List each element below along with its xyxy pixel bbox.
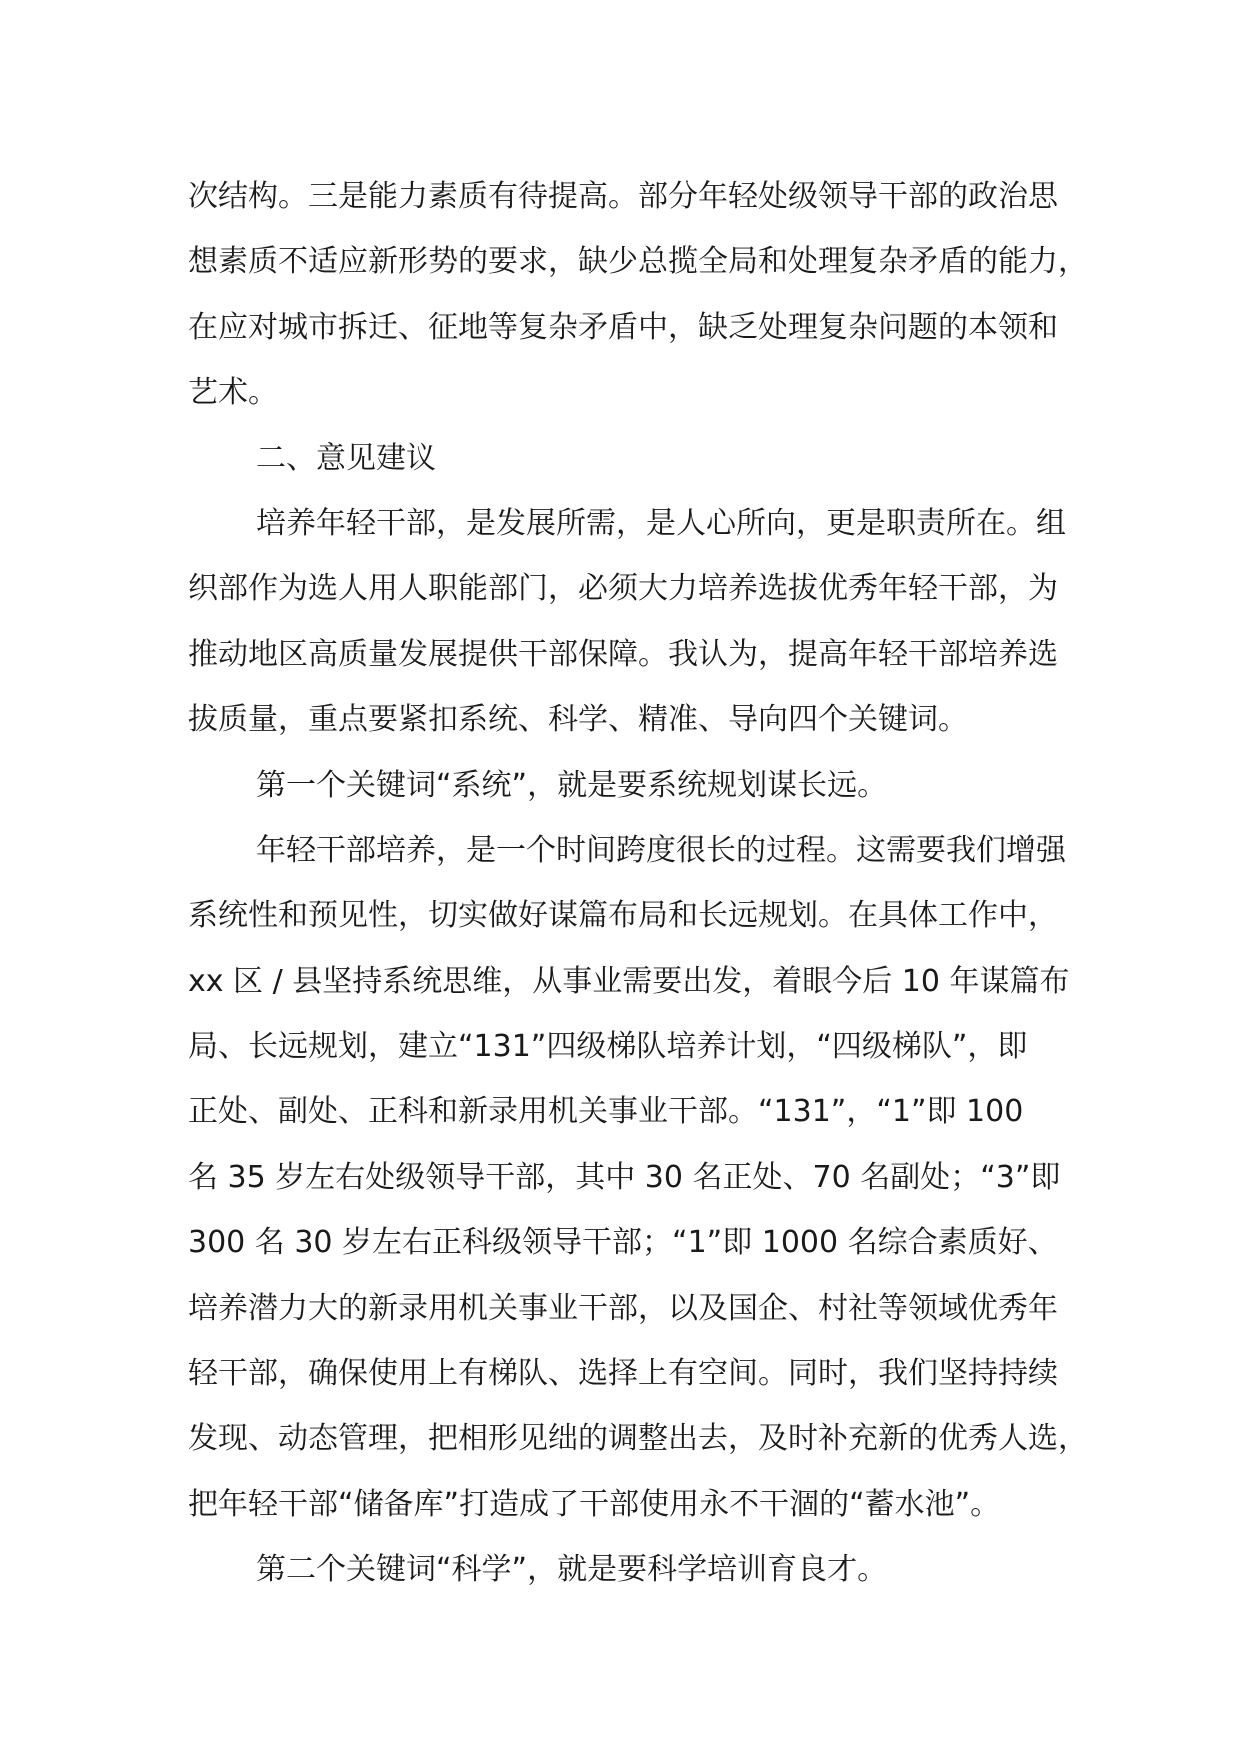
section-heading: 二、意见建议 (256, 440, 436, 476)
text-line: 正处、副处、正科和新录用机关事业干部。“131”，“1”即 100 (188, 1094, 1024, 1130)
text-line: xx 区 / 县坚持系统思维，从事业需要出发，着眼今后 10 年谋篇布 (188, 963, 1070, 999)
text-line: 艺术。 (188, 375, 278, 411)
text-line: 培养潜力大的新录用机关事业干部，以及国企、村社等领域优秀年 (188, 1290, 1058, 1326)
text-line: 想素质不适应新形势的要求，缺少总揽全局和处理复杂矛盾的能力， (188, 244, 1088, 280)
text-line: 300 名 30 岁左右正科级领导干部；“1”即 1000 名综合素质好、 (188, 1225, 1058, 1261)
text-line: 名 35 岁左右处级领导干部，其中 30 名正处、70 名副处；“3”即 (188, 1159, 1061, 1195)
keyword-heading: 第一个关键词“系统”，就是要系统规划谋长远。 (256, 767, 888, 803)
text-line: 拔质量，重点要紧扣系统、科学、精准、导向四个关键词。 (188, 702, 968, 738)
text-line: 系统性和预见性，切实做好谋篇布局和长远规划。在具体工作中， (188, 898, 1058, 934)
text-line: 轻干部，确保使用上有梯队、选择上有空间。同时，我们坚持持续 (188, 1356, 1058, 1392)
keyword-heading: 第二个关键词“科学”，就是要科学培训育良才。 (256, 1552, 888, 1588)
text-line: 把年轻干部“储备库”打造成了干部使用永不干涸的“蓄水池”。 (188, 1486, 1001, 1522)
text-line: 织部作为选人用人职能部门，必须大力培养选拔优秀年轻干部，为 (188, 571, 1058, 607)
text-line: 推动地区高质量发展提供干部保障。我认为，提高年轻干部培养选 (188, 636, 1058, 672)
body-text (188, 164, 1088, 1603)
text-line: 在应对城市拆迁、征地等复杂矛盾中，缺乏处理复杂问题的本领和 (188, 309, 1058, 345)
text-line: 年轻干部培养，是一个时间跨度很长的过程。这需要我们增强 (256, 832, 1066, 868)
text-line: 局、长远规划，建立“131”四级梯队培养计划，“四级梯队”，即 (188, 1029, 1028, 1065)
text-line: 培养年轻干部，是发展所需，是人心所向，更是职责所在。组 (256, 505, 1066, 541)
text-line: 发现、动态管理，把相形见绌的调整出去，及时补充新的优秀人选， (188, 1421, 1088, 1457)
text-line: 次结构。三是能力素质有待提高。部分年轻处级领导干部的政治思 (188, 179, 1058, 214)
